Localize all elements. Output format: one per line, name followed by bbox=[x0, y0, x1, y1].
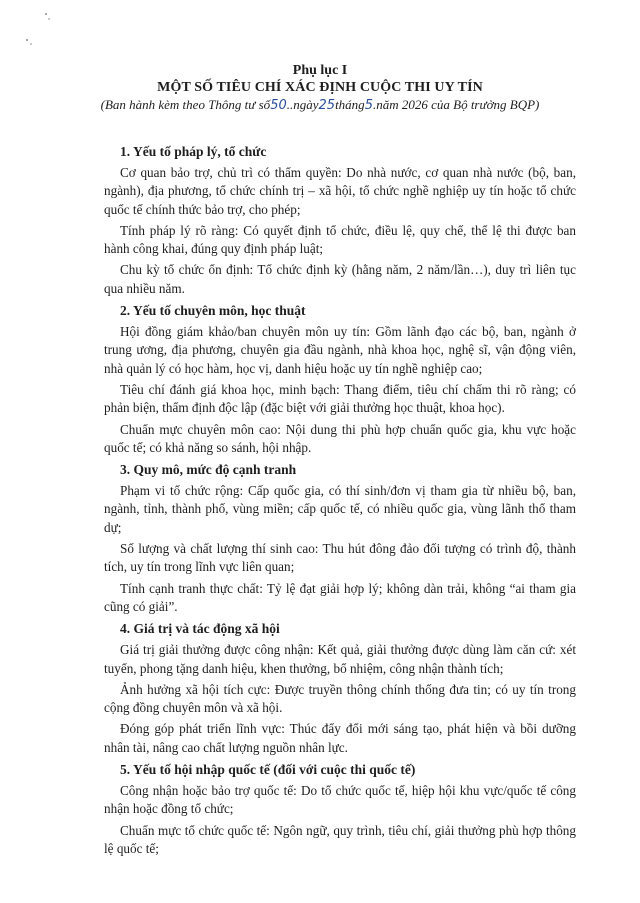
section-heading: 4. Giá trị và tác động xã hội bbox=[120, 621, 280, 637]
section-legal-organization bbox=[104, 142, 576, 298]
section-professional-academic bbox=[104, 301, 576, 457]
paragraph: Cơ quan bảo trợ, chủ trì có thẩm quyền: Do nhà nước, cơ quan nhà nước (bộ, ban, ngành), địa phương, tổ chức chính trị – xã hội, tổ chức nghề nghiệp uy tín hoặc tổ chức quốc tế chính thức bảo trợ, cho phép; bbox=[104, 165, 576, 217]
handwritten-day: 25 bbox=[318, 98, 336, 113]
paragraph: Chu kỳ tổ chức ổn định: Tổ chức định kỳ (hằng năm, 2 năm/lần…), duy trì liên tục qua nhiều năm. bbox=[104, 262, 576, 296]
paragraph: Phạm vi tổ chức rộng: Cấp quốc gia, có thí sinh/đơn vị tham gia từ nhiều bộ, ban, ngành, tỉnh, thành phố, vùng miền; cấp quốc tế, có nhiều quốc gia, vùng lãnh thổ tham dự; bbox=[104, 483, 576, 535]
section-heading: 2. Yếu tố chuyên môn, học thuật bbox=[120, 303, 306, 319]
section-scale-competition bbox=[104, 460, 576, 616]
section-heading: 5. Yếu tố hội nhập quốc tế (đối với cuộc thi quốc tế) bbox=[120, 762, 416, 778]
scan-specks bbox=[22, 10, 52, 50]
paragraph: Hội đồng giám khảo/ban chuyên môn uy tín: Gồm lãnh đạo các bộ, ban, ngành ở trung ương, địa phương, chuyên gia đầu ngành, nhà khoa học, nghệ sĩ, vận động viên, nhà quản lý có học hàm, học vị, danh hiệu hoặc uy tín nghề nghiệp cao; bbox=[104, 324, 576, 376]
appendix-label: Phụ lục I bbox=[292, 63, 348, 78]
paragraph: Tiêu chí đánh giá khoa học, minh bạch: Thang điểm, tiêu chí chấm thi rõ ràng; có phản biện, thẩm định độc lập (đặc biệt với giải thưởng học thuật, khoa học). bbox=[104, 381, 576, 416]
section-international-integration bbox=[104, 760, 576, 858]
subtitle-suffix: .năm 2026 của Bộ trưởng BQP) bbox=[372, 97, 540, 112]
paragraph: Công nhận hoặc bảo trợ quốc tế: Do tổ chức quốc tế, hiệp hội khu vực/quốc tế công nhận hoặc đồng tổ chức; bbox=[104, 783, 576, 817]
paragraph: Số lượng và chất lượng thí sinh cao: Thu hút đông đảo đối tượng có trình độ, thành tích, uy tín trong lĩnh vực liên quan; bbox=[104, 541, 576, 575]
paragraph: Giá trị giải thưởng được công nhận: Kết quả, giải thưởng được dùng làm căn cứ: xét tuyển, phong tặng danh hiệu, khen thưởng, bổ nhiệm, công nhận thành tích; bbox=[104, 642, 576, 676]
subtitle-dots: ..ngày bbox=[286, 97, 319, 112]
section-social-impact bbox=[104, 619, 576, 757]
paragraph: Chuẩn mực chuyên môn cao: Nội dung thi phù hợp chuẩn quốc gia, khu vực hoặc quốc tế; có khả năng so sánh, hội nhập. bbox=[104, 421, 576, 455]
handwritten-month: 5 bbox=[364, 98, 373, 113]
paragraph: Tính pháp lý rõ ràng: Có quyết định tổ chức, điều lệ, quy chế, thể lệ thi được ban hành công khai, đúng quy định pháp luật; bbox=[104, 222, 576, 257]
document-subtitle bbox=[0, 96, 640, 115]
paragraph: Chuẩn mực tổ chức quốc tế: Ngôn ngữ, quy trình, tiêu chí, giải thưởng phù hợp thông lệ quốc tế; bbox=[104, 822, 576, 856]
handwritten-number: 50 bbox=[270, 98, 287, 113]
document-body bbox=[104, 142, 576, 861]
section-heading: 3. Quy mô, mức độ cạnh tranh bbox=[120, 462, 297, 478]
paragraph: Đóng góp phát triển lĩnh vực: Thúc đẩy đổi mới sáng tạo, phát hiện và bồi dưỡng nhân tài, nâng cao chất lượng nguồn nhân lực. bbox=[104, 721, 576, 755]
paragraph: Ảnh hưởng xã hội tích cực: Được truyền thông chính thống đưa tin; có uy tín trong cộng đồng chuyên môn và xã hội. bbox=[104, 681, 576, 716]
subtitle-thang: tháng bbox=[335, 97, 365, 112]
subtitle-prefix: (Ban hành kèm theo Thông tư số bbox=[100, 97, 271, 112]
document-title: MỘT SỐ TIÊU CHÍ XÁC ĐỊNH CUỘC THI UY TÍN bbox=[157, 80, 483, 95]
document-header bbox=[0, 62, 640, 115]
section-heading: 1. Yếu tố pháp lý, tổ chức bbox=[120, 144, 267, 159]
paragraph: Tính cạnh tranh thực chất: Tỷ lệ đạt giải hợp lý; không dàn trải, không “ai tham gia cũng có giải”. bbox=[104, 580, 576, 614]
